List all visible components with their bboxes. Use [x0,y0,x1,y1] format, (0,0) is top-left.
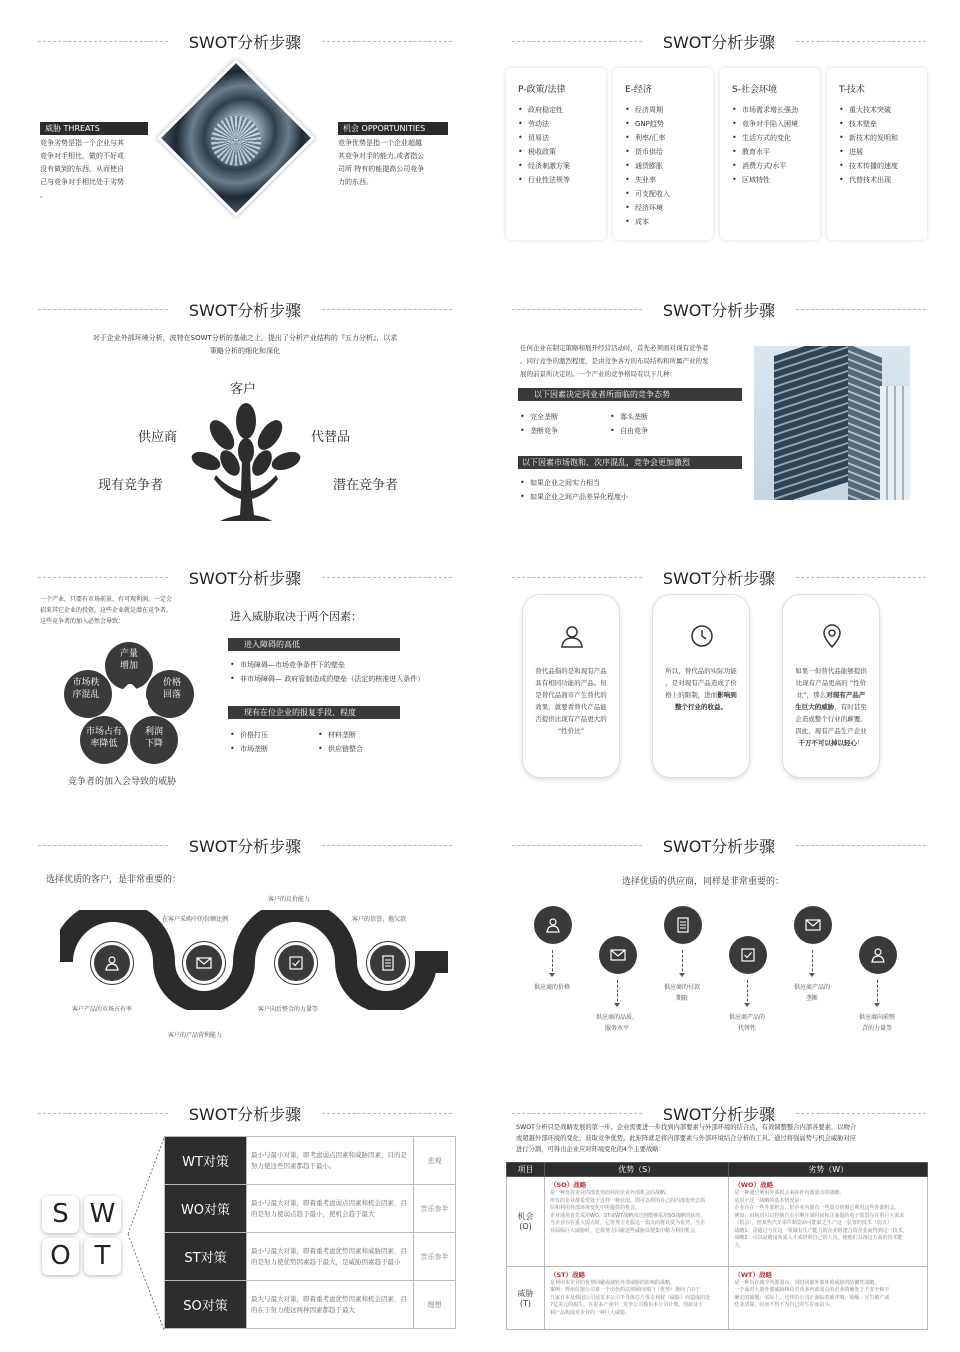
strategy-name: WT对策 [165,1137,247,1185]
swot-letter: S [42,1196,79,1233]
card-item: • 经济刺激方案 [518,159,606,173]
slide-entry-threat [8,542,482,808]
card-bold: 影响到 [717,691,737,699]
card-item: • 新技术的发明和 [839,131,927,145]
entry-heading: 进入威胁取决于两个因素： [230,610,362,623]
card-item: • 技术传播的速度 [839,159,927,173]
so-line: 所有的企业都希望处于这样一种状况，即可以利用自己的内部优势去抓 [550,1197,706,1204]
so-line: 是一种发挥企业内部优势而利用企业外部机会的战略。 [550,1190,671,1196]
force-competitor: 现有竞争者 [98,478,164,493]
user-icon [545,917,561,933]
so-strategy-cell [545,1177,729,1267]
entry-barrier: • 非市场障碍— 政府管制造成的壁垒（法定的核准进入条件） [230,672,470,686]
slide-swot-strategies [8,1078,482,1344]
card-line: 如果一但替代品能够提供 [795,667,867,675]
petal-label: 市场占有 率降低 [85,727,122,749]
retaliation-item: • 市场垄断 [230,742,318,756]
substitute-card-2 [652,594,750,778]
card-title: P-政策/法律 [518,85,566,95]
user-icon [559,623,585,649]
wt-strategy-cell [729,1266,928,1329]
matrix-row-threats: 威胁 (T) [507,1266,545,1329]
customers-heading: 选择优质的客户，是非常重要的： [46,875,182,885]
card-line: 整个行业的收益。 [675,703,727,711]
title-divider-right [322,41,452,42]
slide-five-forces [8,274,482,540]
wt-line: 是一种旨在减少内部弱点、同时回避外部环境威胁的防御性战略。 [734,1279,880,1286]
petal-label: 价格 回落 [162,678,181,700]
slide-title: SWOT分析步骤 [188,569,302,588]
slide-title: SWOT分析步骤 [662,301,776,320]
competition-type: • 完全垄断 [520,410,610,424]
card-item: • 消费方式/水平 [732,159,820,173]
card-item: • 市场需求增长强劲 [732,103,820,117]
saturation-factors-bar: 以下因素市场饱和、次序混乱，竞争会更加激烈 [518,456,742,469]
retaliation-item: • 价格打压 [230,728,318,742]
saturation-factor: • 如果企业之间产品差异化程度小 [520,490,740,504]
opp-text-line: 力的东西。 [338,178,373,186]
card-item: • 利率/汇率 [625,131,713,145]
strategy-desc: 最小与最大对策，即着重考虑弱点因素和机会因素，目的是努力使弱点趋于最小，使机会趋于最大 [247,1185,414,1233]
competition-type: • 自由竞争 [610,424,700,438]
atrium-image [157,59,315,217]
slide-swot-matrix [482,1078,956,1344]
title-divider-right [796,1113,926,1114]
supplier-arrow-head [549,973,555,977]
checkbox-icon [740,947,756,963]
st-line: 利产品构成对企业的一种巨大威胁。 [550,1309,631,1316]
supplier-arrow-head [679,973,685,977]
swot-matrix-table [506,1162,928,1330]
card-line: 生巨大的威胁 [795,703,835,711]
customer-factor: 在客户采购中的份额比例 [162,916,229,923]
card-title: E-经济 [625,85,652,95]
competition-type: • 垄断竞争 [520,424,610,438]
swot-letter: T [84,1238,121,1275]
slide-title: SWOT分析步骤 [188,1105,302,1124]
title-divider-right [322,309,452,310]
threats-block [40,116,150,202]
pest-card-technology [827,68,927,240]
threats-text-line: 竞争劣势是指一个企业与其 [40,139,124,147]
supplier-arrow-head [744,1003,750,1007]
saturation-factors [520,476,740,504]
st-line: 九家日本及韩国公司侵害本公司半导体芯片体专利权（威胁）而造成的近 [550,1294,711,1301]
threats-label: 威胁 THREATS [40,122,148,135]
card-bold: 对现有产品产 [826,691,866,699]
card-line: 比现有产品更高的 “性价 [795,679,867,687]
force-potential: 潜在竞争者 [333,478,399,493]
card-item: • 重大技术突破 [839,103,927,117]
retaliation-item: • 供应链整合 [318,742,418,756]
slide-title: SWOT分析步骤 [662,569,776,588]
strategy-tag: 苦乐参半 [414,1233,456,1281]
petal-center [110,682,150,722]
clock-icon [689,623,715,649]
so-title: （SO）战略 [550,1181,587,1189]
strategy-table [164,1136,456,1329]
competition-types [520,410,720,438]
card-line: 会造成整个行业的颠覆。 [795,715,867,723]
st-line: 是利用本企业的优势回避或减轻外部威胁的影响的战略。 [550,1279,676,1286]
threat-caption: 竞争者的加入会导致的威胁 [68,777,177,787]
checkbox-icon [288,955,304,971]
threats-text-line: 。 [40,191,47,199]
supplier-factor: 供应商产品的 代替性 [728,1014,765,1032]
card-line: ，是对现有产品造成了价 [665,679,737,687]
slide-title: SWOT分析步骤 [662,1105,776,1124]
saturation-factor: • 如果企业之间实力相当 [520,476,740,490]
card-item: • 生活方式的变化 [732,131,820,145]
retaliation-means [230,728,430,756]
card-line: 千万不可以掉以轻心 [798,739,857,747]
card-item: • 劳动法 [518,117,606,131]
title-divider-right [322,577,452,578]
threats-text-line: 没有做到的东西，从而使自 [40,165,124,173]
intro-line: 或超越外部环境的变化，获取竞争优势。此矩阵就是将内部要素与外部环境结合分析的工具。通过将强弱势与机会威胁对应 [516,1135,857,1142]
intro-line: 一个产业，只要有市场前景，有可观利润，一定会 [40,596,173,603]
opportunities-block [338,116,450,189]
petal-label: 利润 下降 [144,727,163,749]
slide-title: SWOT分析步骤 [188,33,302,52]
card-line: 效果，就要看替代产品能 [535,703,607,711]
intro-line: SWOT分析只是战略发展的第一步。企业需要进一步找到内部要素与外部环境的结合点，有效调整整合内部各要素，以吻合 [516,1124,857,1131]
entry-intro [40,594,220,627]
card-item: • 区域特性 [732,173,820,187]
card-item: • 税收政策 [518,145,606,159]
intro-line: 这些竞争者的加入必然会导致： [40,618,125,625]
retaliation-item: • 材料垄断 [318,728,418,742]
petal-label: 市场秩 序混乱 [72,678,100,700]
supplier-arrow-head [809,973,815,977]
card-item: • 成本 [625,215,713,229]
wo-title: （WO）战略 [734,1181,774,1189]
strategy-tag: 理想 [414,1281,456,1329]
matrix-intro [516,1122,926,1155]
card-line: 具有相同功能的产品。但 [535,679,607,687]
retaliation-bar: 现有在位企业的报复手段、程度 [228,706,400,719]
customer-factor: 客户产品的市场占有率 [72,1006,133,1013]
st-title: （ST）战略 [550,1270,586,1279]
slide-existing-competitors [482,274,956,540]
mail-icon [805,918,821,932]
title-divider-right [322,845,452,846]
matrix-col-item: 项目 [507,1163,545,1177]
petal-label: 产量 增加 [119,649,138,671]
so-line: 当企业存在重大弱点时，它将努力克服这一弱点而将其变为优势。当企 [550,1220,706,1226]
strategy-desc: 最大与最大对策，即着重考虑优势因素和机会因素，目的在于努力使这两种因素都趋于最大 [247,1281,414,1329]
supplier-arrow-head [874,1003,880,1007]
opp-text-line: 竞争优势是指一个企业超越 [338,139,422,147]
slide-title: SWOT分析步骤 [188,837,302,856]
strategy-name: SO对策 [165,1281,247,1329]
slide-pest [482,6,956,272]
title-divider-right [796,845,926,846]
bracket-lines [126,1134,166,1334]
card-line: 格上的限制，进而 [665,691,718,699]
card-item: • 进展 [839,145,927,159]
wo-line: （机会），但某些汽车零件制造商可能缺乏生产这一装置的技术（弱点） [734,1220,892,1226]
entry-barrier: • 市场障碍—市场竞争条件下的壁垒 [230,658,470,672]
card-item: • 可支配收入 [625,187,713,201]
opportunities-label: 机会 OPPORTUNITIES [338,122,448,135]
card-line: 因此，现有产品生产企业 [795,727,867,735]
five-forces-intro [38,332,452,358]
opp-text-line: 司所 特有的能提高公司竞争 [338,165,425,173]
so-line: 业面临巨大威胁时，它将努力回避这些威胁以便集中精力利用机会。 [550,1227,701,1234]
wt-line: 确定的境地。实际上，这样的公司正面临着被并购、收缩、宣告破产或 [734,1294,890,1301]
slide-title: SWOT分析步骤 [662,33,776,52]
card-line: 是替代品面市产生替代的 [535,691,607,699]
intro-line: 招来其它企业的投资，这些企业就是潜在竞争者。 [40,607,173,614]
card-line: 替代品指的是和现有产品 [535,667,607,675]
card-item: • 行业性法规等 [518,173,606,187]
card-item: • 经济周期 [625,103,713,117]
tree-icon [186,399,306,527]
swot-letter-grid [34,1188,130,1284]
wo-line: 例如，市场对可以控制汽车引擎注油时间和注油量的电子装置存在着巨大需求 [734,1212,905,1219]
st-line: 7亿美元的损失。在很多产业中，竞争公司模仿本公司计划、创新及专 [550,1302,704,1309]
wt-line: 结业清算，因而不得不为自己的生存而奋斗。 [734,1302,835,1309]
title-divider-right [796,41,926,42]
intro-line: 。同行竞争的激烈程度，是由竞争各方的布局结构和所属产业的发 [520,357,709,365]
competition-type: • 寡头垄断 [610,410,700,424]
card-item: • 教育水平 [732,145,820,159]
card-item: • 贸易法 [518,131,606,145]
strategy-tag: 苦乐参半 [414,1185,456,1233]
pest-card-social [720,68,820,240]
card-line: ！ [857,739,864,747]
entry-barrier-bar: 进入障碍的高低 [228,638,400,651]
matrix-row-opportunities: 机会 (O) [507,1177,545,1267]
customer-factor: 客户的议价能力 [268,896,311,903]
wo-line: 战略1：是通过与在这一领域有生产能力的企业组建合资企业而得到这一技术。 [734,1227,908,1234]
slide-title: SWOT分析步骤 [662,837,776,856]
intro-line: 策略分析的细化和深化 [210,347,280,355]
wt-title: （WT）战略 [734,1270,772,1279]
threats-text-line: 竞争对手相比，做的不好或 [40,152,124,160]
intro-line: 进行分割，可得出企业应对环境变化的4个主要战略： [516,1146,665,1153]
strategy-name: ST对策 [165,1233,247,1281]
pest-card-economic [613,68,713,240]
strategy-tag: 悲观 [414,1137,456,1185]
mail-icon [196,956,212,970]
wt-line: 一个面对大量外部威胁和具有众多内部弱点的企业的确处于不安全和不 [734,1287,890,1294]
swot-letter: W [84,1196,121,1233]
competitors-intro [520,342,742,381]
card-item: • 失业率 [625,173,713,187]
customer-factor: 客户的产品营利能力 [168,1032,223,1039]
substitute-card-1 [522,594,620,778]
st-line: 案例：得州仪器公司靠一个出色的法律顾问部门（优势）挽回了由于 [550,1287,701,1294]
document-icon [675,917,691,933]
wo-line: 是一种通过利用外部机会来弥补内部弱点的战略。 [734,1190,845,1196]
card-line: 所以，替代品的实际功能 [665,667,737,675]
customer-factor: 客户的信誉、拖欠款 [352,916,407,923]
card-line: ，有时甚至 [834,703,867,711]
intro-line: 任何企业在制定策略和展开经营活动时，首先必须面对现有竞争者 [520,344,709,352]
supplier-factor: 供应商向前整 合的力量等 [858,1014,895,1032]
card-item: • 通货膨胀 [625,159,713,173]
slide-title: SWOT分析步骤 [188,301,302,320]
strategy-desc: 最小与最大对策，即着重考虑优势因素和威胁因素，目的是努力使优势因素趋于最大，是威胁因素趋于最小 [247,1233,414,1281]
strategy-name: WO对策 [165,1185,247,1233]
swot-letter: O [42,1238,79,1275]
card-line: 比”，那么 [796,691,827,699]
so-line: 住和利用外部环境变化中所提供的机会。 [550,1205,641,1211]
supplier-factor: 供应商的价格 [533,984,570,991]
substitute-card-3 [782,594,880,778]
strategy-desc: 最小与最小对策，即考虑弱点因素和威胁因素，目的是努力使这些因素都趋于最小。 [247,1137,414,1185]
user-icon [104,955,120,971]
matrix-col-strengths: 优势（S） [545,1163,729,1177]
slide-suppliers [482,810,956,1076]
document-icon [380,955,396,971]
card-item: • 代替技术出现 [839,173,927,187]
intro-line: 对于企业外部环境分析，波特在SOWT分析的基础之上，提出了分析产业结构的『五力分析』，以求 [92,334,398,342]
card-item: • 技术壁垒 [839,117,927,131]
wo-line: 战略2：可以是聘用所需人才或培训自己的人员，使他们具备这方面的技术能 [734,1235,903,1241]
card-title: T-技术 [839,85,865,95]
slide-customers [8,810,482,1076]
wo-strategy-cell [729,1177,928,1267]
title-divider-right [796,577,926,578]
supplier-factor: 供应商的品质、 服务水平 [595,1014,638,1032]
supplier-factor: 供应商产品的 垄断 [793,984,830,1002]
building-image [754,346,910,500]
card-line: 否提供比现有产品更大的 [535,715,607,723]
card-item: • GNP趋势 [625,117,713,131]
force-customer: 客户 [230,382,257,397]
mail-icon [610,948,626,962]
wo-line: 企业存在一些外部机会，但企业内部有一些弱点妨碍它利用这些外部机会。 [734,1205,900,1211]
competition-factors-bar: 以下因素决定同业者所面临的竞争态势 [518,388,742,401]
intro-line: 展的前景所决定的。一个产业的竞争格局有以下几种： [520,370,676,378]
location-icon [819,623,845,649]
title-divider-right [322,1113,452,1114]
force-supplier: 供应商 [138,430,178,445]
card-item: • 经济环境 [625,201,713,215]
wo-line: 适用于这一战略的基本情况是： [734,1197,805,1204]
force-substitute: 代替品 [311,430,351,445]
slide-substitutes [482,542,956,808]
supplier-factor: 供应商的付款 期限 [663,984,700,1002]
title-divider-right [796,309,926,310]
card-item: • 政府稳定性 [518,103,606,117]
st-strategy-cell [545,1266,729,1329]
card-line: “性价比” [557,727,585,735]
threats-text-line: 己与竞争对手相比处于劣势 [40,178,124,186]
suppliers-heading: 选择优质的供应商，同样是非常重要的： [622,877,785,887]
card-item: • 货币供给 [625,145,713,159]
opp-text-line: 其竞争对手的能力,或者指公 [338,152,425,160]
matrix-col-weaknesses: 劣势（W） [729,1163,928,1177]
wo-line: 力。 [734,1242,745,1249]
card-item: • 竞争对手陷入困境 [732,117,820,131]
card-title: S-社会环境 [732,85,777,95]
so-line: 企业通常首先采用WO、ST或WT战略而达到能够采用SO战略的状况。 [550,1212,706,1219]
customer-factor: 客户向后整合的力量等 [258,1006,319,1013]
slide-swot-threats-opportunities [8,6,482,272]
user-icon [870,947,886,963]
pest-card-political [506,68,606,240]
entry-barriers [230,658,470,686]
supplier-arrow-head [614,1003,620,1007]
